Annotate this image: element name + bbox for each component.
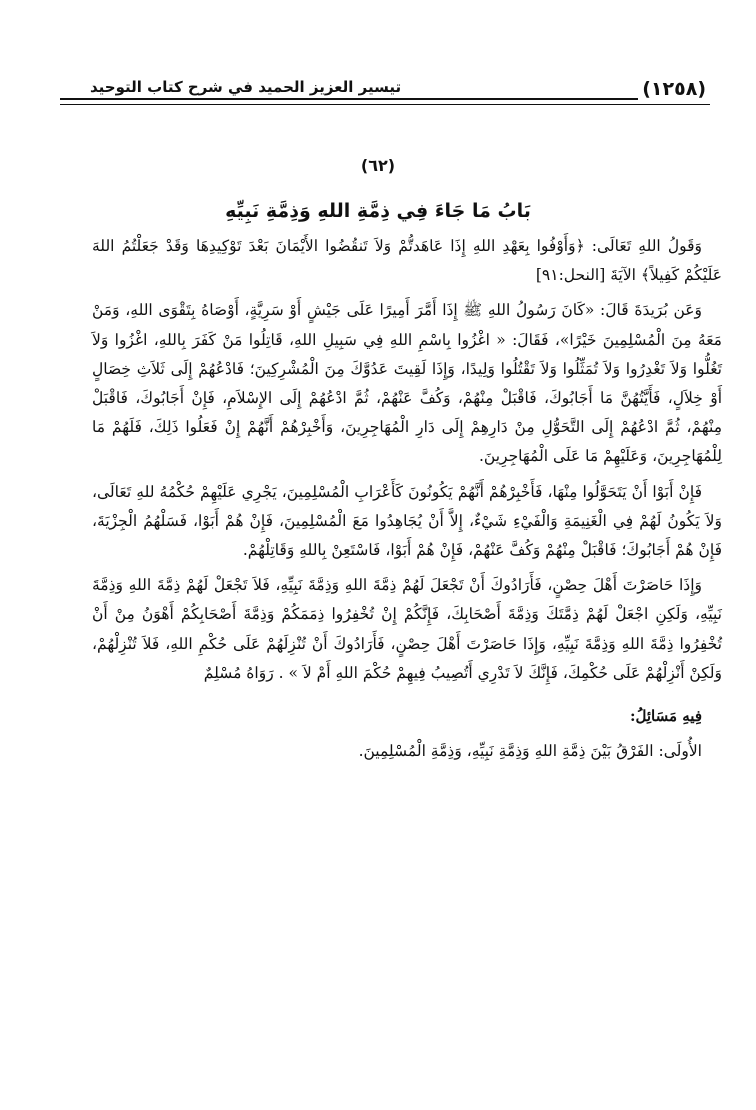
hadith-paragraph: وَعَن بُرَيدَةَ قَالَ: «كَانَ رَسُولُ اللهِ ﷺ إِذَا أَمَّرَ أَمِيرًا عَلَى جَيْشٍ أَوْ سَرِيَّةٍ، أَوْصَاهُ بِتَقْوَى اللهِ، وَمَنْ مَعَهُ مِنَ الْمُسْلِمِينَ خَيْرًا»، فَقَالَ: « اغْزُوا بِاسْمِ اللهِ فِي سَبِيلِ اللهِ، قَاتِلُوا مَنْ كَفَرَ بِاللهِ، اغْزُوا وَلاَ تَغُلُّوا وَلاَ تَغْدِرُوا وَلاَ تُمَثِّلُوا وَلاَ تَقْتُلُوا وَلِيدًا، وَإِذَا لَقِيتَ عَدُوَّكَ مِنَ الْمُشْرِكِينَ؛ فَادْعُهُمْ إِلَى ثَلاَثِ خِصَالٍ أَوْ خِلاَلٍ، فَأَيَّتُهُنَّ مَا أَجَابُوكَ، فَاقْبَلْ مِنْهُمْ، وَكُفَّ عَنْهُمْ، ثُمَّ ادْعُهُمْ إِلَى الإِسْلاَمِ، فَإِنْ أَجَابُوكَ، فَاقْبَلْ مِنْهُمْ، ثُمَّ ادْعُهُمْ إِلَى التَّحَوُّلِ مِنْ دَارِهِمْ إِلَى دَارِ الْمُهَاجِرِينَ، وَأَخْبِرْهُمْ أَنَّهُمْ إِنْ فَعَلُوا ذَلِكَ، فَلَهُمْ مَا لِلْمُهَاجِرِينَ، وَعَلَيْهِمْ مَا عَلَى الْمُهَاجِرِينَ. xyxy=(92,301,722,466)
body-text xyxy=(92,232,722,772)
hadith-paragraph: فَإِنْ أَبَوْا أَنْ يَتَحَوَّلُوا مِنْهَا، فَأَخْبِرْهُمْ أَنَّهُمْ يَكُونُونَ كَأَعْرَابِ الْمُسْلِمِينَ، يَجْرِي عَلَيْهِمْ حُكْمُهُ للهِ تَعَالَى، وَلاَ يَكُونُ لَهُمْ فِي الْغَنِيمَةِ وَالْفَيْءِ شَيْءٌ، إِلاَّ أَنْ يُجَاهِدُوا مَعَ الْمُسْلِمِينَ، فَإِنْ هُمْ أَبَوْا، فَسَلْهُمُ الْجِزْيَةَ، فَإِنْ هُمْ أَجَابُوكَ؛ فَاقْبَلْ مِنْهُمْ وَكُفَّ عَنْهُمْ، فَإِنْ هُمْ أَبَوْا، فَاسْتَعِنْ بِاللهِ وَقَاتِلْهُمْ. xyxy=(92,482,722,560)
issues-heading: فِيهِ مَسَائِلُ: xyxy=(629,707,702,726)
running-header xyxy=(60,78,710,112)
quran-verse-paragraph: وَقَولُ اللهِ تَعَالَى: ﴿وَأَوْفُوا بِعَهْدِ اللهِ إِذَا عَاهَدتُّمْ وَلاَ تَنقُضُوا الأَيْمَانَ بَعْدَ تَوْكِيدِهَا وَقَدْ جَعَلْتُمُ اللهَ عَلَيْكُمْ كَفِيلاً﴾ الآيَةَ [النحل:٩١] xyxy=(92,237,722,285)
chapter-number: (٦٢) xyxy=(360,156,396,175)
hadith-paragraph: وَإِذَا حَاصَرْتَ أَهْلَ حِصْنٍ، فَأَرَادُوكَ أَنْ تَجْعَلَ لَهُمْ ذِمَّةَ اللهِ وَذِمَّةَ نَبِيِّهِ، فَلاَ تَجْعَلْ لَهُمْ ذِمَّةَ اللهِ وَذِمَّةَ نَبِيِّهِ، وَلَكِنِ اجْعَلْ لَهُمْ ذِمَّتَكَ وَذِمَّةَ أَصْحَابِكَ، فَإِنَّكُمْ إِنْ تُخْفِرُوا ذِمَمَكُمْ وَذِمَّةَ أَصْحَابِكُمْ أَهْوَنُ مِنْ أَنْ تُخْفِرُوا ذِمَّةَ اللهِ وَذِمَّةَ نَبِيِّهِ، وَإِذَا حَاصَرْتَ أَهْلَ حِصْنٍ، فَأَرَادُوكَ أَنْ تُنْزِلَهُمْ عَلَى حُكْمِ اللهِ، فَلاَ تُنْزِلْهُمْ، وَلَكِنْ أَنْزِلْهُمْ عَلَى حُكْمِكَ، فَإِنَّكَ لاَ تَدْرِي أَتُصِيبُ فِيهِمْ حُكْمَ اللهِ أَمْ لاَ » . رَوَاهُ مُسْلِمٌ xyxy=(92,576,722,682)
page-number: (١٢٥٨) xyxy=(638,78,710,100)
header-rule-thin xyxy=(60,104,710,105)
header-rule-thick xyxy=(60,98,710,100)
book-title: تيسير العزيز الحميد في شرح كتاب التوحيد xyxy=(82,78,409,96)
issue-item: الأُولَى: الفَرْقُ بَيْنَ ذِمَّةِ اللهِ وَذِمَّةِ نَبِيِّهِ، وَذِمَّةِ الْمُسْلِمِينَ. xyxy=(358,742,702,761)
chapter-title: بَابُ مَا جَاءَ فِي ذِمَّةِ اللهِ وَذِمَّةِ نَبِيِّهِ xyxy=(225,200,531,222)
